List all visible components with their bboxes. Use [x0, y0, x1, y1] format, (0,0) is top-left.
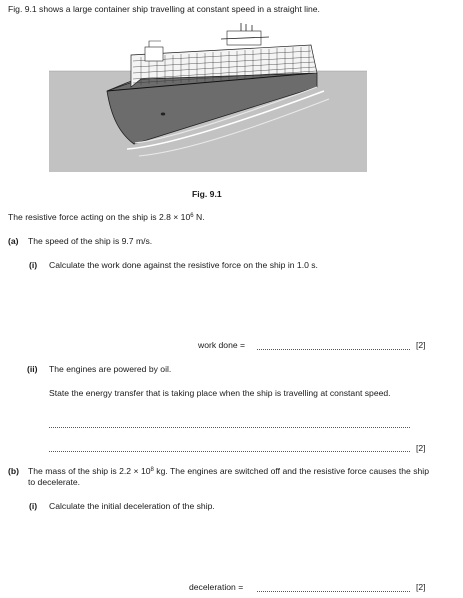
work-done-answer-line[interactable] — [257, 349, 410, 350]
part-b-label: (b) — [8, 466, 19, 476]
work-done-label: work done = — [198, 340, 246, 350]
energy-answer-line-2[interactable] — [49, 451, 410, 452]
figure-caption: Fig. 9.1 — [192, 189, 222, 199]
part-a-ii-text: The engines are powered by oil. — [49, 364, 172, 374]
marks-a-ii: [2] — [416, 443, 426, 453]
part-b-text: The mass of the ship is $2.2 \times 10^8$ kg. The engines are switched off and the resistive force causes the ship to decelerate. — [28, 466, 429, 487]
part-b-i-label: (i) — [29, 501, 38, 511]
bridge-front — [145, 47, 163, 61]
part-a-text: The speed of the ship is 9.7 m/s. — [28, 236, 153, 246]
energy-answer-line-1[interactable] — [49, 427, 410, 428]
part-b-i-question: Calculate the initial deceleration of the ship. — [49, 501, 215, 511]
part-a-i-question: Calculate the work done against the resistive force on the ship in 1.0 s. — [49, 260, 318, 270]
part-a-ii-label: (ii) — [27, 364, 38, 374]
marks-b-i: [2] — [416, 582, 426, 592]
marks-a-i: [2] — [416, 340, 426, 350]
part-a-label: (a) — [8, 236, 19, 246]
anchor-hole — [161, 113, 165, 116]
force-text: The resistive force acting on the ship is $2.8 \times 10^6$ N. — [8, 212, 205, 222]
part-a-i-label: (i) — [29, 260, 38, 270]
deceleration-answer-line[interactable] — [257, 591, 410, 592]
intro-text: Fig. 9.1 shows a large container ship travelling at constant speed in a straight line. — [8, 4, 320, 14]
deceleration-label: deceleration = — [189, 582, 244, 592]
container-ship-figure — [49, 21, 367, 172]
part-a-ii-question: State the energy transfer that is taking place when the ship is travelling at constant speed. — [49, 388, 391, 398]
